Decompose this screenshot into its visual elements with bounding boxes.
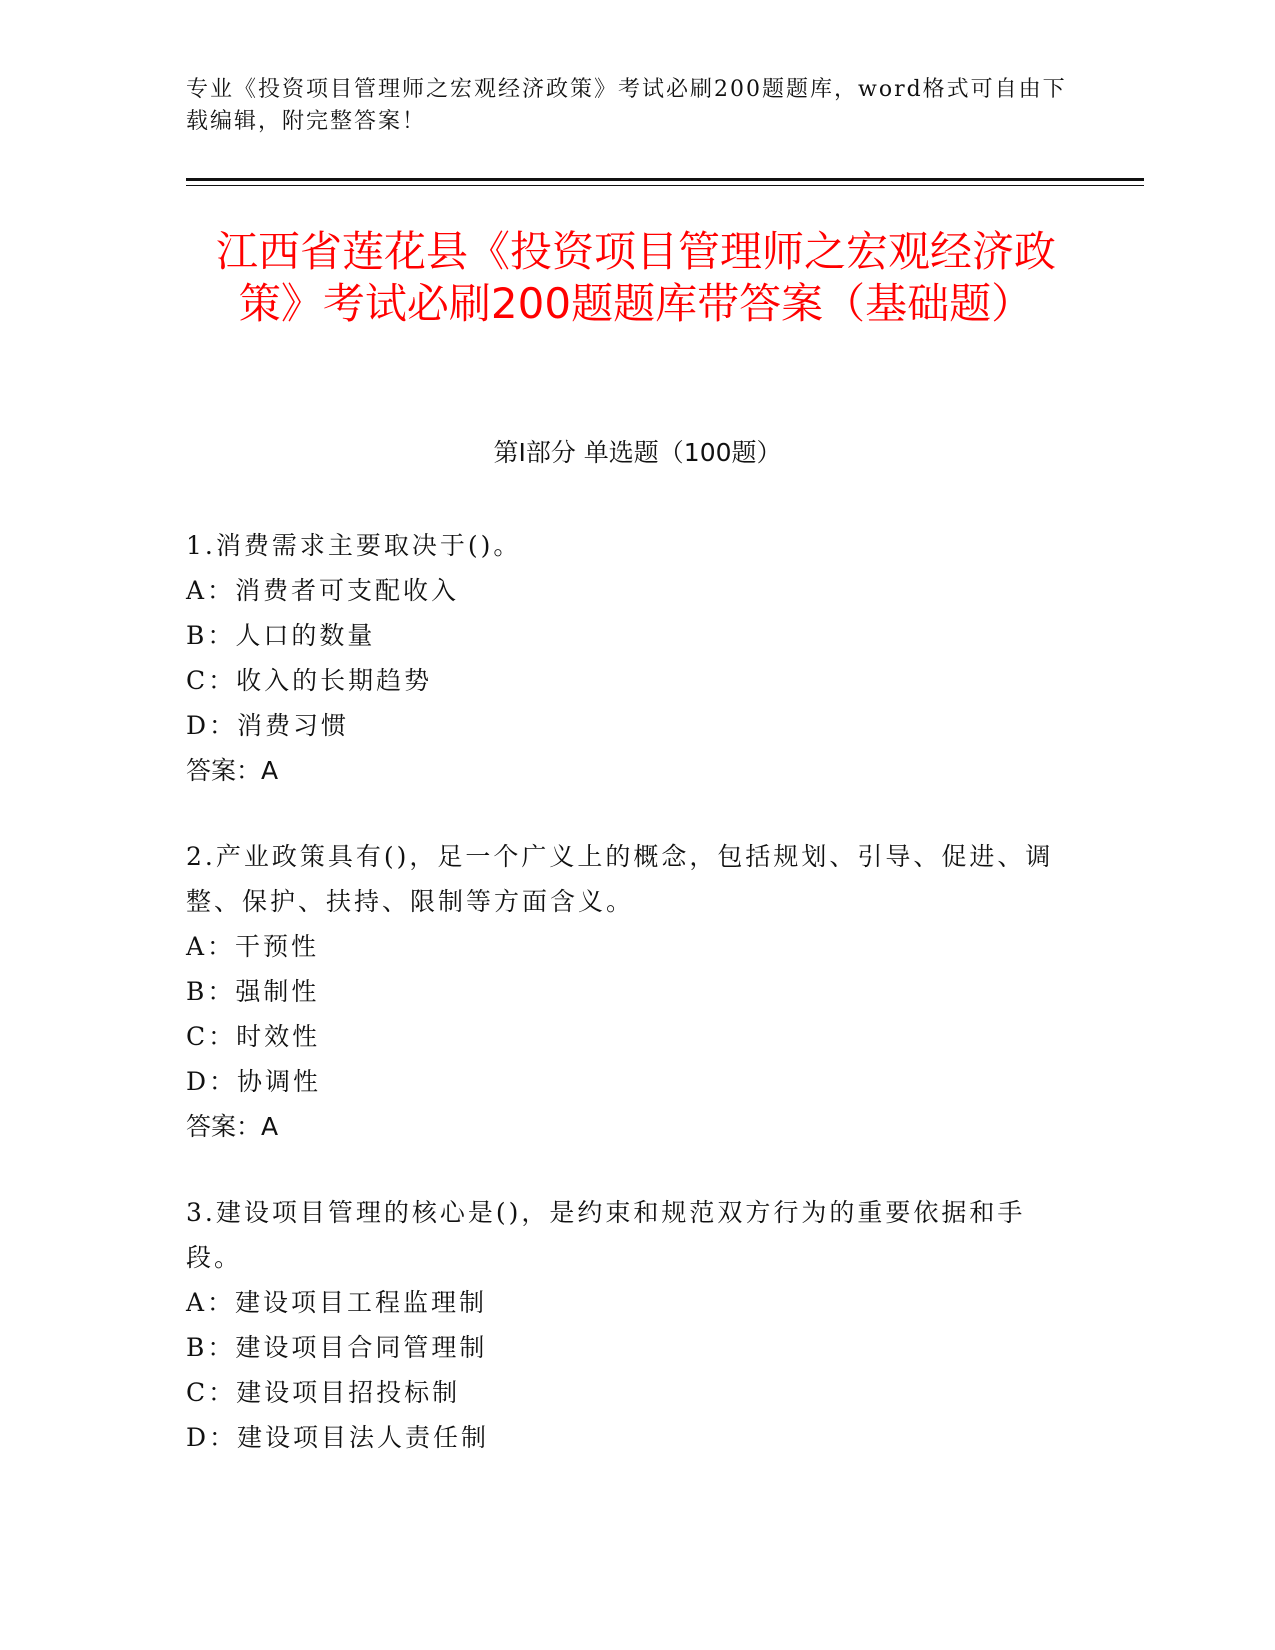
- answer-line: [186, 1104, 1066, 1149]
- section-title: 第I部分 单选题（100题）: [493, 438, 782, 467]
- question-2: [186, 834, 1066, 1149]
- document-title: 江西省莲花县《投资项目管理师之宏观经济政策》考试必刷200题题库带答案（基础题）: [215, 227, 1056, 328]
- header-rule-thick: [186, 178, 1144, 181]
- question-list: [186, 523, 1066, 1501]
- option-a: A：建设项目工程监理制: [186, 1288, 488, 1317]
- option-b: B：人口的数量: [186, 621, 376, 650]
- option-b: B：建设项目合同管理制: [186, 1333, 488, 1362]
- option-a: A：干预性: [186, 932, 320, 961]
- option-c: C：收入的长期趋势: [186, 666, 433, 695]
- question-3: [186, 1190, 1066, 1460]
- question-1: [186, 523, 1066, 793]
- option-b: B：强制性: [186, 977, 320, 1006]
- question-stem: 1.消费需求主要取决于()。: [186, 531, 522, 560]
- answer-value: A: [261, 1112, 279, 1141]
- header-note: 专业《投资项目管理师之宏观经济政策》考试必刷200题题库，word格式可自由下载编辑，附完整答案！: [186, 77, 1067, 134]
- answer-label: 答案：: [186, 1112, 262, 1141]
- option-a: A：消费者可支配收入: [186, 576, 460, 605]
- answer-line: [186, 748, 1066, 793]
- answer-label: 答案：: [186, 756, 262, 785]
- option-c: C：时效性: [186, 1022, 321, 1051]
- header-rule-thin: [186, 185, 1144, 186]
- option-d: D：消费习惯: [186, 711, 350, 740]
- option-c: C：建设项目招投标制: [186, 1378, 461, 1407]
- option-d: D：建设项目法人责任制: [186, 1423, 490, 1452]
- question-stem: 3.建设项目管理的核心是()，是约束和规范双方行为的重要依据和手段。: [186, 1198, 1026, 1272]
- option-d: D：协调性: [186, 1067, 322, 1096]
- answer-value: A: [261, 756, 279, 785]
- question-stem: 2.产业政策具有()，足一个广义上的概念，包括规划、引导、促进、调整、保护、扶持、限制等方面含义。: [186, 842, 1054, 916]
